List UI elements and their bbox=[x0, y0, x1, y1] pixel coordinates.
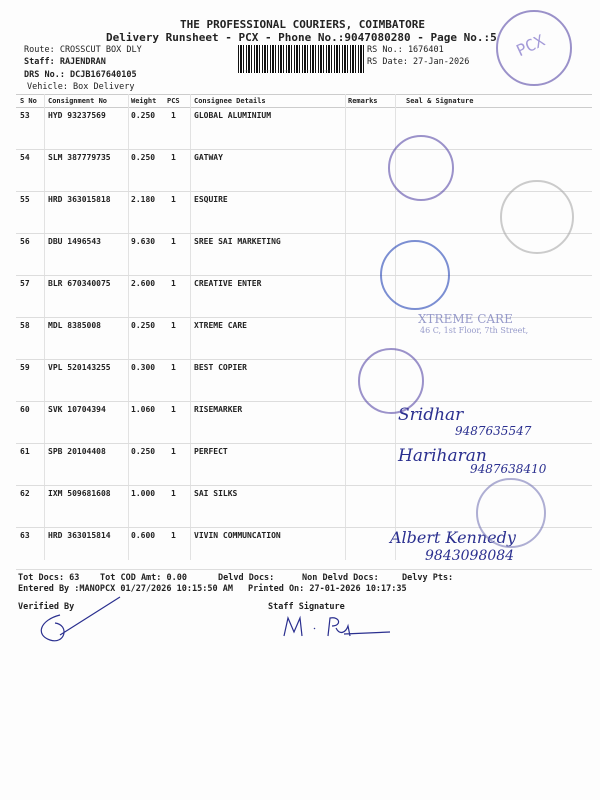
consignment-no: SVK 10704394 bbox=[48, 405, 106, 414]
weight: 0.250 bbox=[131, 111, 156, 120]
non-delvd-docs: Non Delvd Docs: bbox=[302, 573, 379, 583]
best-copier-stamp bbox=[358, 348, 424, 414]
vehicle: Vehicle: Box Delivery bbox=[27, 82, 135, 92]
consignment-no: HYD 93237569 bbox=[48, 111, 106, 120]
pcs: 1 bbox=[171, 237, 176, 246]
pcs: 1 bbox=[171, 489, 176, 498]
signature-61: Hariharan bbox=[398, 446, 487, 466]
sno: 55 bbox=[20, 195, 30, 204]
signature-60: Sridhar bbox=[398, 405, 464, 425]
drs-number: DRS No.: DCJB167640105 bbox=[24, 70, 137, 80]
consignee: GLOBAL ALUMINIUM bbox=[194, 111, 272, 120]
consignment-no: SLM 387779735 bbox=[48, 153, 111, 162]
rs-date: RS Date: 27-Jan-2026 bbox=[367, 57, 470, 67]
consignee: BEST COPIER bbox=[194, 363, 247, 372]
sno: 59 bbox=[20, 363, 30, 372]
sno: 57 bbox=[20, 279, 30, 288]
weight: 0.250 bbox=[131, 321, 156, 330]
weight: 1.000 bbox=[131, 489, 156, 498]
pcs: 1 bbox=[171, 447, 176, 456]
weight: 0.300 bbox=[131, 363, 156, 372]
weight: 2.180 bbox=[131, 195, 156, 204]
weight: 1.060 bbox=[131, 405, 156, 414]
weight: 0.250 bbox=[131, 447, 156, 456]
sno: 56 bbox=[20, 237, 30, 246]
phone-63: 9843098084 bbox=[425, 548, 515, 564]
col-remarks: Remarks bbox=[348, 97, 378, 105]
xtreme-care-stamp: XTREME CARE bbox=[418, 312, 513, 326]
pcs: 1 bbox=[171, 405, 176, 414]
staff: Staff: RAJENDRAN bbox=[24, 57, 106, 67]
table-row bbox=[16, 359, 592, 402]
weight: 0.600 bbox=[131, 531, 156, 540]
runsheet-subtitle: Delivery Runsheet - PCX - Phone No.:9047080280 - Page No.:5 bbox=[106, 31, 497, 44]
weight: 9.630 bbox=[131, 237, 156, 246]
sno: 58 bbox=[20, 321, 30, 330]
pcs: 1 bbox=[171, 363, 176, 372]
col-seal: Seal & Signature bbox=[406, 97, 474, 105]
consignee: SREE SAI MARKETING bbox=[194, 237, 281, 246]
sno: 53 bbox=[20, 111, 30, 120]
phone-60: 9487635547 bbox=[455, 424, 532, 438]
printed-on: Printed On: 27-01-2026 10:17:35 bbox=[248, 584, 407, 594]
consignment-no: HRD 363015818 bbox=[48, 195, 111, 204]
tot-cod: Tot COD Amt: 0.00 bbox=[100, 573, 187, 583]
consignee: PERFECT bbox=[194, 447, 228, 456]
pcs: 1 bbox=[171, 195, 176, 204]
route: Route: CROSSCUT BOX DLY bbox=[24, 45, 142, 55]
consignment-no: MDL 8385008 bbox=[48, 321, 101, 330]
verifier-signature bbox=[30, 595, 130, 655]
weight: 2.600 bbox=[131, 279, 156, 288]
company-stamp-54 bbox=[388, 135, 454, 201]
staff-signature-label: Staff Signature bbox=[268, 602, 345, 612]
sno: 62 bbox=[20, 489, 30, 498]
consignee: SAI SILKS bbox=[194, 489, 238, 498]
rs-number: RS No.: 1676401 bbox=[367, 45, 444, 55]
sno: 63 bbox=[20, 531, 30, 540]
sno: 61 bbox=[20, 447, 30, 456]
consignment-no: IXM 509681608 bbox=[48, 489, 111, 498]
faded-stamp bbox=[500, 180, 574, 254]
weight: 0.250 bbox=[131, 153, 156, 162]
consignee: VIVIN COMMUNCATION bbox=[194, 531, 281, 540]
pcx-stamp: PCX bbox=[496, 10, 572, 86]
tot-docs: Tot Docs: 63 bbox=[18, 573, 80, 583]
xtreme-care-address: 46 C, 1st Floor, 7th Street, bbox=[420, 326, 529, 335]
consignment-no: HRD 363015814 bbox=[48, 531, 111, 540]
sno: 54 bbox=[20, 153, 30, 162]
table-row bbox=[16, 233, 592, 276]
creative-enterprises-stamp bbox=[380, 240, 450, 310]
consignee: GATWAY bbox=[194, 153, 223, 162]
pcs: 1 bbox=[171, 531, 176, 540]
company-title: THE PROFESSIONAL COURIERS, COIMBATORE bbox=[180, 18, 426, 31]
verified-by: Verified By bbox=[18, 602, 75, 612]
consignment-no: SPB 20104408 bbox=[48, 447, 106, 456]
sno: 60 bbox=[20, 405, 30, 414]
consignee: ESQUIRE bbox=[194, 195, 228, 204]
barcode bbox=[238, 45, 366, 73]
table-row bbox=[16, 107, 592, 150]
table-row bbox=[16, 149, 592, 192]
consignment-no: BLR 670340075 bbox=[48, 279, 111, 288]
entered-by: Entered By :MANOPCX 01/27/2026 10:15:50 AM bbox=[18, 584, 233, 594]
delvd-docs: Delvd Docs: bbox=[218, 573, 275, 583]
sai-silks-stamp bbox=[476, 478, 546, 548]
consignee: CREATIVE ENTER bbox=[194, 279, 262, 288]
consignee: XTREME CARE bbox=[194, 321, 247, 330]
col-consignee: Consignee Details bbox=[194, 97, 266, 105]
col-sno: S No bbox=[20, 97, 37, 105]
consignment-no: VPL 520143255 bbox=[48, 363, 111, 372]
col-consignment: Consignment No bbox=[48, 97, 108, 105]
pcs: 1 bbox=[171, 111, 176, 120]
table-header bbox=[16, 94, 592, 108]
pcs: 1 bbox=[171, 153, 176, 162]
staff-signature bbox=[280, 612, 400, 642]
delvy-pts: Delvy Pts: bbox=[402, 573, 454, 583]
col-pcs: PCS bbox=[167, 97, 180, 105]
phone-61: 9487638410 bbox=[470, 462, 547, 476]
consignee: RISEMARKER bbox=[194, 405, 243, 414]
col-weight: Weight bbox=[131, 97, 157, 105]
pcs: 1 bbox=[171, 279, 176, 288]
signature-63: Albert Kennedy bbox=[390, 528, 516, 547]
consignment-no: DBU 1496543 bbox=[48, 237, 101, 246]
pcs: 1 bbox=[171, 321, 176, 330]
